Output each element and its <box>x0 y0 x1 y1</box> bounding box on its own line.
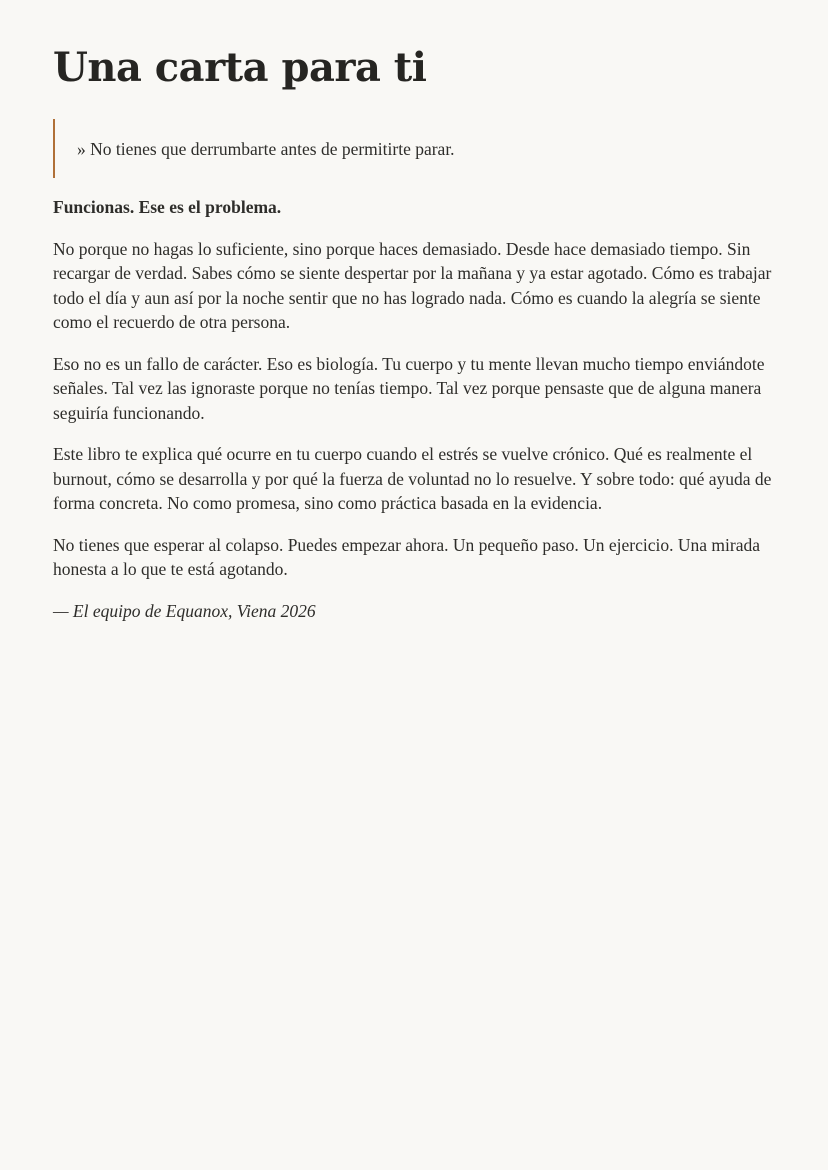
page-title: Una carta para ti <box>53 44 427 91</box>
pull-quote-text: » No tienes que derrumbarte antes de permitirte parar. <box>77 138 455 159</box>
body-paragraph-2: Eso no es un fallo de carácter. Eso es biología. Tu cuerpo y tu mente llevan mucho tiempo enviándote señales. Tal vez las ignoraste porque no tenías tiempo. Tal vez porque pensaste que de alguna manera seguiría funcionando. <box>53 353 765 423</box>
body-paragraph-4: No tienes que esperar al colapso. Puedes empezar ahora. Un pequeño paso. Un ejercicio. Una mirada honesta a lo que te está agotando. <box>53 534 761 579</box>
pull-quote <box>53 119 753 178</box>
body-paragraph-3: Este libro te explica qué ocurre en tu cuerpo cuando el estrés se vuelve crónico. Qué es realmente el burnout, cómo se desarrolla y por qué la fuerza de voluntad no lo resuelve. Y sobre todo: qué ayuda de forma concreta. No como promesa, sino como práctica basada en la evidencia. <box>53 444 772 513</box>
letter-body <box>53 195 779 640</box>
body-paragraph-1: No porque no hagas lo suficiente, sino porque haces demasiado. Desde hace demasiado tiempo. Sin recargar de verdad. Sabes cómo se siente despertar por la mañana y ya estar agotado. Cómo es trabajar todo el día y aun así por la noche sentir que no has logrado nada. Cómo es cuando la alegría se siente como el recuerdo de otra persona. <box>53 238 772 332</box>
signature: — El equipo de Equanox, Viena 2026 <box>53 600 316 621</box>
lead-paragraph: Funcionas. Ese es el problema. <box>53 197 282 217</box>
